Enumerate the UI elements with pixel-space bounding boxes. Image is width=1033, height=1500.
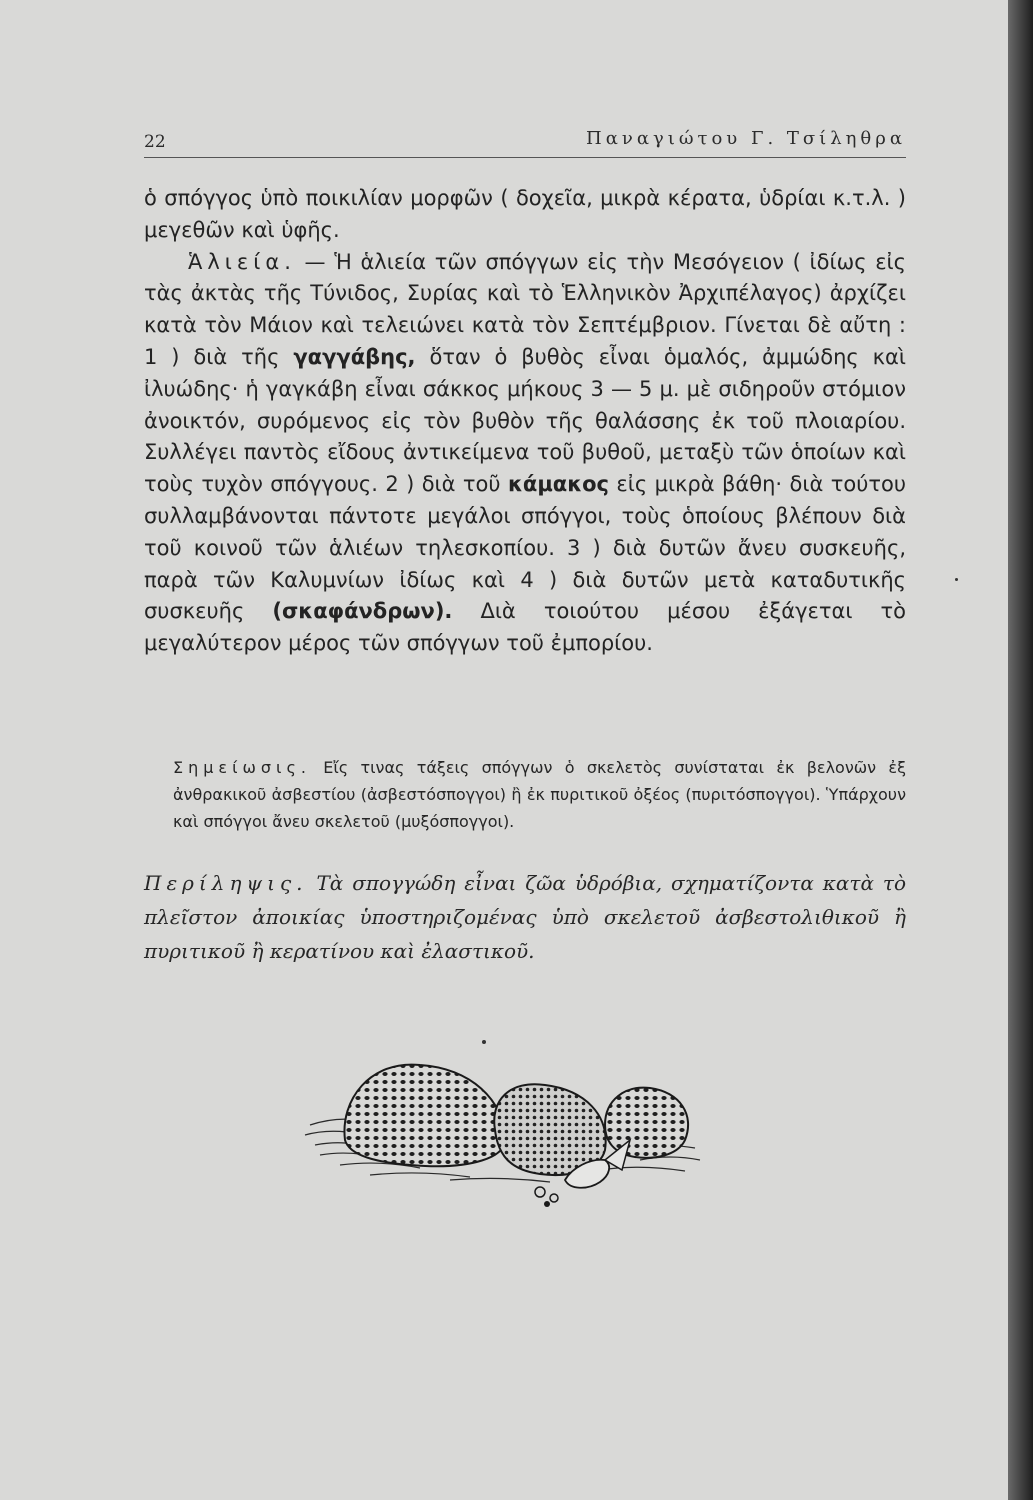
header-rule <box>144 157 906 158</box>
ink-speck <box>955 578 958 581</box>
footnote <box>173 754 906 835</box>
paragraph-2-text-b: ὅταν ὁ βυθὸς εἶναι ὁμαλός, ἀμμώδης καὶ ἰλυώδης· ἡ γαγκάβη εἶναι σάκκος μήκους 3 — 5 μ. μὲ σιδηροῦν στόμιον ἀνοικτόν, συρόμενος εἰς τὸν βυθὸν τῆς θαλάσσης ἐκ τοῦ πλοιαρίου. Συλλέγει παντὸς εἴδους ἀντικείμενα τοῦ βυθοῦ, μεταξὺ τῶν ὁποίων καὶ τοὺς τυχὸν σπόγγους. 2 ) διὰ τοῦ <box>144 344 906 497</box>
pebble <box>535 1187 545 1197</box>
running-head: Παναγιώτου Γ. Τσίληθρα <box>586 128 906 149</box>
footnote-label: Σημείωσις. <box>173 758 311 777</box>
paragraph-2 <box>144 247 906 660</box>
footnote-text: Εἴς τινας τάξεις σπόγγων ὁ σκελετὸς συνίσταται ἐκ βελονῶν ἐξ ἀνθρακικοῦ ἀσβεστίου (ἀσβεστόσπογγοι) ἢ ἐκ πυριτικοῦ ὀξέος (πυριτόσπογγοι). Ὑπάρχουν καὶ σπόγγοι ἄνευ σκελετοῦ (μυξόσπογγοι). <box>173 758 906 831</box>
right-sponge <box>605 1088 688 1158</box>
pebble <box>550 1194 558 1202</box>
left-sponge <box>344 1065 505 1167</box>
term-skafandron: (σκαφάνδρων). <box>272 599 453 624</box>
sponges-illustration <box>300 1030 720 1210</box>
summary-text: Τὰ σπογγώδη εἶναι ζῶα ὑδρόβια, σχηματίζοντα κατὰ τὸ πλεῖστον ἀποικίας ὑποστηριζομένας ὑπὸ σκελετοῦ ἀσβεστολιθικοῦ ἢ πυριτικοῦ ἢ κερατίνου καὶ ἐλαστικοῦ. <box>144 871 906 963</box>
term-gaggavi: γαγγάβης, <box>293 344 416 369</box>
term-kamakos: κάμακος <box>507 472 609 497</box>
main-text <box>144 183 906 660</box>
summary <box>144 866 906 968</box>
paragraph-2-text-d: Διὰ τοιούτου μέσου ἐξάγεται τὸ μεγαλύτερον μέρος τῶν σπόγγων τοῦ ἐμπορίου. <box>144 599 906 656</box>
summary-label: Περίληψις. <box>144 871 308 895</box>
paragraph-1: ὁ σπόγγος ὑπὸ ποικιλίαν μορφῶν ( δοχεῖα, μικρὰ κέρατα, ὑδρίαι κ.τ.λ. ) μεγεθῶν καὶ ὑφῆς. <box>144 186 906 242</box>
book-edge <box>1008 0 1033 1500</box>
paragraph-2-text-a: — Ἡ ἁλιεία τῶν σπόγγων εἰς τὴν Μεσόγειον ( ἰδίως εἰς τὰς ἀκτὰς τῆς Τύνιδος, Συρίας καὶ τὸ Ἑλληνικὸν Ἀρχιπέλαγος) ἀρχίζει κατὰ τὸν Μάιον καὶ τελειώνει κατὰ τὸν Σεπτέμβριον. Γίνεται δὲ αὔτη : 1 ) διὰ τῆς <box>144 249 906 369</box>
page-number: 22 <box>144 132 166 152</box>
page-header <box>144 128 906 154</box>
paragraph-2-text-c: εἰς μικρὰ βάθη· διὰ τούτου συλλαμβάνονται πάντοτε μεγάλοι σπόγγοι, τοὺς ὁποίους βλέπουν διὰ τοῦ κοινοῦ τῶν ἁλιέων τηλεσκοπίου. 3 ) διὰ δυτῶν ἄνευ συσκευῆς, παρὰ τῶν Καλυμνίων ἰδίως καὶ 4 ) διὰ δυτῶν μετὰ καταδυτικῆς συσκευῆς <box>144 472 906 624</box>
pebble <box>544 1201 550 1207</box>
paragraph-2-heading: Ἁλιεία. <box>188 249 296 274</box>
